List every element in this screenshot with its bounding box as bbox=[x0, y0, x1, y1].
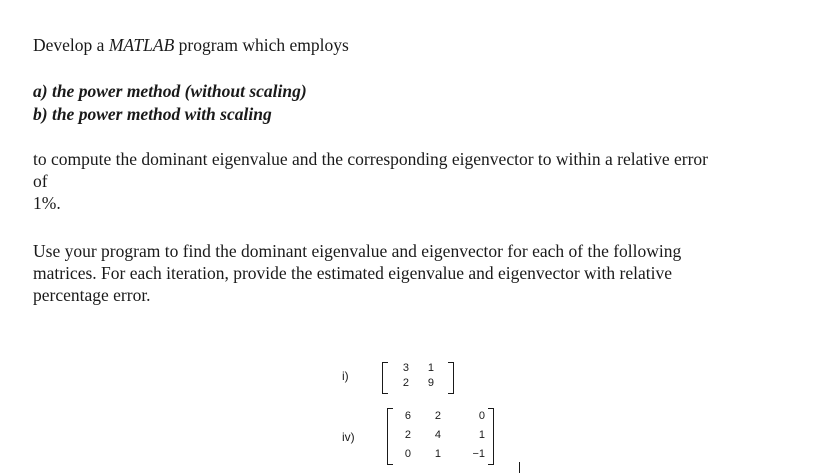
matrix-iv-right-bracket bbox=[488, 408, 494, 465]
matrix-iv-cell: −1 bbox=[472, 448, 485, 460]
matrix-i-cell: 2 bbox=[402, 377, 409, 389]
intro-text: Develop a MATLAB program which employs bbox=[33, 35, 349, 55]
matrix-i-label: i) bbox=[342, 369, 349, 383]
matrix-iv-cell: 0 bbox=[404, 448, 411, 460]
para2-line-3: percentage error. bbox=[33, 285, 151, 305]
matrix-iv-cell: 2 bbox=[404, 429, 411, 441]
para1-line-2: of bbox=[33, 171, 48, 191]
matrix-iv-cell: 0 bbox=[478, 410, 485, 422]
matrix-iv-cell: 1 bbox=[478, 429, 485, 441]
matrix-iv-cell: 2 bbox=[434, 410, 441, 422]
matrix-i-left-bracket bbox=[382, 362, 388, 394]
para2-line-1: Use your program to find the dominant eigenvalue and eigenvector for each of the following bbox=[33, 241, 682, 261]
matrix-iv-cell: 1 bbox=[434, 448, 441, 460]
para1-line-1: to compute the dominant eigenvalue and the corresponding eigenvector to within a relative error bbox=[33, 149, 708, 169]
matrix-iv-cell: 6 bbox=[404, 410, 411, 422]
text-cursor-mark bbox=[519, 462, 520, 473]
item-b: b) the power method with scaling bbox=[33, 104, 272, 124]
matrix-i-cell: 1 bbox=[427, 362, 434, 374]
matrix-i-cell: 9 bbox=[427, 377, 434, 389]
para1-line-3: 1%. bbox=[33, 193, 61, 213]
para2-line-2: matrices. For each iteration, provide the estimated eigenvalue and eigenvector with relative bbox=[33, 263, 672, 283]
item-a: a) the power method (without scaling) bbox=[33, 81, 307, 101]
matrix-iv-label: iv) bbox=[342, 430, 355, 444]
software-name: MATLAB bbox=[108, 35, 175, 55]
paragraph-2 bbox=[33, 240, 793, 306]
matrix-i-right-bracket bbox=[448, 362, 454, 394]
paragraph-1 bbox=[33, 148, 813, 214]
matrix-i-cell: 3 bbox=[402, 362, 409, 374]
matrix-iv-cell: 4 bbox=[434, 429, 441, 441]
